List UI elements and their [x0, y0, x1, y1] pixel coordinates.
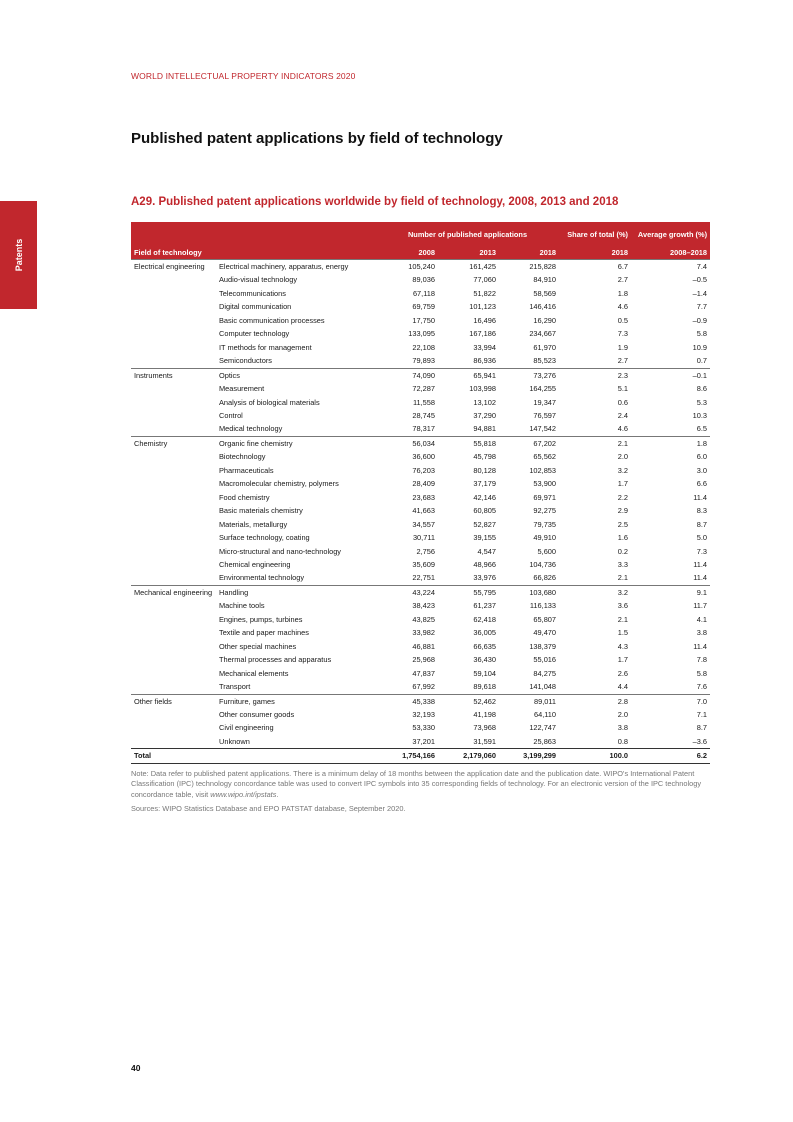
- value-2018: 65,562: [533, 452, 557, 462]
- header-growth-period: 2008–2018: [631, 246, 710, 260]
- field-name: Pharmaceuticals: [219, 465, 274, 475]
- growth-2008-2018: 4.1: [696, 614, 708, 624]
- share-2018: 4.6: [617, 424, 629, 434]
- value-2008: 11,558: [412, 397, 435, 407]
- total-value-2018: 3,199,299: [499, 749, 559, 763]
- field-name: Control: [219, 410, 243, 420]
- table-row: [131, 260, 710, 274]
- share-2018: 2.8: [559, 694, 631, 708]
- section-tab: [0, 201, 37, 309]
- share-2018: 2.1: [559, 436, 631, 450]
- growth-2008-2018: 11.4: [693, 573, 708, 583]
- table-row: [131, 300, 710, 313]
- sources-text: Sources: WIPO Statistics Database and EPO PATSTAT database, September 2020.: [131, 803, 406, 813]
- value-2013: 103,998: [469, 384, 496, 394]
- value-2013: 167,186: [469, 329, 496, 339]
- growth-2008-2018: –0.1: [631, 368, 710, 382]
- share-2018: 4.3: [617, 641, 629, 651]
- growth-2008-2018: 0.7: [696, 356, 708, 366]
- field-name: Engines, pumps, turbines: [219, 614, 303, 624]
- value-2018: 67,202: [499, 436, 559, 450]
- value-2013: 51,822: [473, 288, 496, 298]
- share-2018: 2.3: [559, 368, 631, 382]
- growth-2008-2018: 9.1: [631, 585, 710, 599]
- value-2018: 16,290: [533, 315, 557, 325]
- field-name: Surface technology, coating: [219, 533, 310, 543]
- share-2018: 6.7: [559, 260, 631, 274]
- value-2008: 25,968: [412, 655, 435, 665]
- table-row: [131, 354, 710, 368]
- field-name: Digital communication: [219, 302, 292, 312]
- share-2018: 5.1: [617, 384, 629, 394]
- growth-2008-2018: 5.8: [696, 668, 708, 678]
- field-name: Macromolecular chemistry, polymers: [219, 479, 339, 489]
- share-2018: 2.2: [617, 492, 629, 502]
- growth-2008-2018: 11.4: [693, 641, 708, 651]
- group-label: Other fields: [131, 694, 216, 749]
- table-row: [131, 613, 710, 626]
- field-name: Basic communication processes: [219, 315, 325, 325]
- table-row: [131, 545, 710, 558]
- share-2018: 2.5: [617, 519, 629, 529]
- value-2013: 4,547: [477, 546, 496, 556]
- value-2018: 92,275: [533, 506, 557, 516]
- share-2018: 2.6: [617, 668, 629, 678]
- share-2018: 3.3: [617, 559, 629, 569]
- growth-2008-2018: 5.3: [696, 397, 708, 407]
- value-2008: 35,609: [412, 559, 435, 569]
- value-2008: 47,837: [412, 668, 435, 678]
- value-2018: 55,016: [533, 655, 557, 665]
- share-2018: 1.7: [617, 655, 629, 665]
- header-share-group: Share of total (%): [559, 222, 631, 246]
- value-2013: 39,155: [473, 533, 496, 543]
- growth-2008-2018: 11.7: [693, 601, 708, 611]
- field-name: Computer technology: [219, 329, 290, 339]
- table-row: [131, 694, 710, 708]
- value-2008: 67,118: [412, 288, 435, 298]
- table-row: [131, 735, 710, 749]
- value-2013: 45,798: [473, 452, 496, 462]
- note-main: Note: Data refer to published patent applications. There is a minimum delay of 18 months between the application date and the publication date. WIPO's International Patent Classification (IPC) technology concordance table was used to convert IPC symbols into 35 corresponding fields of technology. For an electronic version of the IPC technology concordance table, visit: [131, 769, 702, 799]
- table-row: [131, 531, 710, 544]
- total-value-2008: 1,754,166: [376, 749, 438, 763]
- total-share-2018: 100.0: [559, 749, 631, 763]
- value-2008: 43,224: [376, 585, 438, 599]
- table-row: [131, 626, 710, 639]
- field-name: Thermal processes and apparatus: [219, 655, 332, 665]
- table-row: [131, 653, 710, 666]
- growth-2008-2018: 8.7: [696, 723, 708, 733]
- value-2018: 103,680: [499, 585, 559, 599]
- share-2018: 4.4: [617, 682, 629, 692]
- growth-2008-2018: –0.5: [692, 275, 708, 285]
- table-row: [131, 667, 710, 680]
- header-blank: [131, 222, 216, 246]
- table-row: [131, 504, 710, 517]
- header-year-2013: 2013: [438, 246, 499, 260]
- share-2018: 1.7: [617, 479, 629, 489]
- share-2018: 0.2: [617, 546, 629, 556]
- field-name: Analysis of biological materials: [219, 397, 320, 407]
- value-2008: 45,338: [376, 694, 438, 708]
- field-name: Telecommunications: [219, 288, 286, 298]
- value-2008: 37,201: [412, 736, 435, 746]
- value-2008: 43,825: [412, 614, 435, 624]
- growth-2008-2018: 7.1: [696, 709, 708, 719]
- table-row: [131, 680, 710, 694]
- share-2018: 0.8: [617, 736, 629, 746]
- note-text: [131, 769, 711, 800]
- value-2013: 55,818: [438, 436, 499, 450]
- field-name: Materials, metallurgy: [219, 519, 288, 529]
- field-name: Unknown: [219, 736, 250, 746]
- value-2018: 89,011: [499, 694, 559, 708]
- value-2018: 53,900: [533, 479, 557, 489]
- value-2008: 78,317: [412, 424, 435, 434]
- value-2018: 146,416: [529, 302, 557, 312]
- field-name: IT methods for management: [219, 342, 312, 352]
- page-title: Published patent applications by field of technology: [131, 130, 503, 147]
- table-row: [131, 396, 710, 409]
- table-row: [131, 314, 710, 327]
- value-2008: 53,330: [412, 723, 435, 733]
- value-2018: 69,971: [533, 492, 557, 502]
- share-2018: 2.9: [617, 506, 629, 516]
- table-row: [131, 422, 710, 436]
- note-end: .: [276, 789, 279, 799]
- value-2013: 61,237: [473, 601, 496, 611]
- field-name: Transport: [219, 682, 251, 692]
- header-share-year: 2018: [559, 246, 631, 260]
- group-label: Instruments: [131, 368, 216, 436]
- value-2008: 38,423: [412, 601, 435, 611]
- value-2013: 73,968: [473, 723, 496, 733]
- value-2008: 69,759: [412, 302, 435, 312]
- section-tab-label: Patents: [13, 238, 24, 272]
- group-label: Electrical engineering: [131, 260, 216, 369]
- value-2018: 65,807: [533, 614, 557, 624]
- growth-2008-2018: 5.0: [696, 533, 708, 543]
- value-2018: 25,863: [533, 736, 557, 746]
- growth-2008-2018: 8.6: [696, 384, 708, 394]
- field-name: Chemical engineering: [219, 559, 291, 569]
- share-2018: 3.8: [617, 723, 629, 733]
- value-2013: 37,290: [473, 410, 496, 420]
- value-2008: 74,090: [376, 368, 438, 382]
- header-blank: [216, 222, 376, 246]
- value-2018: 104,736: [529, 559, 557, 569]
- value-2008: 33,982: [412, 628, 435, 638]
- value-2013: 80,128: [473, 465, 496, 475]
- field-name: Handling: [216, 585, 376, 599]
- value-2008: 23,683: [412, 492, 435, 502]
- table-row: [131, 518, 710, 531]
- value-2008: 133,095: [408, 329, 435, 339]
- value-2018: 147,542: [529, 424, 557, 434]
- field-name: Medical technology: [219, 424, 283, 434]
- table-row: [131, 640, 710, 653]
- value-2013: 37,179: [473, 479, 496, 489]
- table-row: [131, 382, 710, 395]
- value-2013: 161,425: [438, 260, 499, 274]
- table-header-row: [131, 246, 710, 260]
- growth-2008-2018: 7.3: [696, 546, 708, 556]
- table-row: [131, 721, 710, 734]
- table-row: [131, 341, 710, 354]
- table-header-row-top: [131, 222, 710, 246]
- field-name: Environmental technology: [219, 573, 305, 583]
- field-name: Civil engineering: [219, 723, 274, 733]
- value-2013: 13,102: [473, 397, 496, 407]
- field-name: Electrical machinery, apparatus, energy: [216, 260, 376, 274]
- value-2018: 138,379: [529, 641, 557, 651]
- value-2008: 105,240: [376, 260, 438, 274]
- share-2018: 2.4: [617, 410, 629, 420]
- field-name: Other consumer goods: [219, 709, 295, 719]
- value-2018: 102,853: [529, 465, 557, 475]
- field-name: Measurement: [219, 384, 265, 394]
- value-2008: 22,751: [412, 573, 435, 583]
- growth-2008-2018: 11.4: [693, 559, 708, 569]
- value-2013: 33,994: [473, 342, 496, 352]
- field-name: Food chemistry: [219, 492, 270, 502]
- share-2018: 1.5: [617, 628, 629, 638]
- field-name: Basic materials chemistry: [219, 506, 303, 516]
- value-2018: 5,600: [537, 546, 557, 556]
- header-field: Field of technology: [131, 246, 376, 260]
- field-name: Biotechnology: [219, 452, 266, 462]
- growth-2008-2018: 8.3: [696, 506, 708, 516]
- share-2018: 1.9: [617, 342, 629, 352]
- total-value-2013: 2,179,060: [438, 749, 499, 763]
- growth-2008-2018: 6.5: [696, 424, 708, 434]
- share-2018: 2.1: [617, 614, 629, 624]
- group-label: Mechanical engineering: [131, 585, 216, 694]
- value-2018: 85,523: [533, 356, 557, 366]
- value-2013: 77,060: [473, 275, 496, 285]
- growth-2008-2018: 7.8: [696, 655, 708, 665]
- value-2008: 17,750: [412, 315, 435, 325]
- field-name: Furniture, games: [216, 694, 376, 708]
- growth-2008-2018: 6.6: [696, 479, 708, 489]
- value-2018: 234,667: [529, 329, 557, 339]
- growth-2008-2018: 3.8: [696, 628, 708, 638]
- value-2008: 22,108: [412, 342, 435, 352]
- total-row: [131, 749, 710, 763]
- value-2008: 2,756: [416, 546, 435, 556]
- value-2018: 116,133: [529, 601, 557, 611]
- header-growth-group: Average growth (%): [631, 222, 710, 246]
- growth-2008-2018: –0.9: [692, 315, 708, 325]
- growth-2008-2018: 7.6: [696, 682, 708, 692]
- value-2008: 28,409: [412, 479, 435, 489]
- value-2013: 62,418: [473, 614, 496, 624]
- growth-2008-2018: 6.0: [696, 452, 708, 462]
- table-row: [131, 450, 710, 463]
- table-row: [131, 287, 710, 300]
- value-2008: 89,036: [412, 275, 435, 285]
- share-2018: 2.7: [617, 356, 629, 366]
- patent-applications-table: [131, 222, 710, 764]
- value-2018: 79,735: [533, 519, 557, 529]
- value-2018: 164,255: [529, 384, 557, 394]
- growth-2008-2018: 10.3: [692, 410, 708, 420]
- share-2018: 3.2: [617, 465, 629, 475]
- value-2018: 19,347: [533, 397, 557, 407]
- value-2013: 65,941: [438, 368, 499, 382]
- field-name: Organic fine chemistry: [216, 436, 376, 450]
- value-2013: 59,104: [473, 668, 496, 678]
- share-2018: 1.6: [617, 533, 629, 543]
- growth-2008-2018: 5.8: [696, 329, 708, 339]
- total-label: Total: [131, 749, 376, 763]
- value-2008: 30,711: [412, 533, 435, 543]
- value-2018: 141,048: [529, 682, 557, 692]
- growth-2008-2018: 1.8: [631, 436, 710, 450]
- share-2018: 7.3: [617, 329, 629, 339]
- value-2018: 122,747: [529, 723, 557, 733]
- header-year-2018: 2018: [499, 246, 559, 260]
- value-2008: 72,287: [412, 384, 435, 394]
- value-2018: 76,597: [533, 410, 557, 420]
- share-2018: 0.6: [617, 397, 629, 407]
- share-2018: 2.1: [617, 573, 629, 583]
- table-row: [131, 585, 710, 599]
- table-row: [131, 491, 710, 504]
- value-2008: 56,034: [376, 436, 438, 450]
- value-2013: 55,795: [438, 585, 499, 599]
- value-2013: 41,198: [473, 709, 496, 719]
- value-2013: 52,827: [473, 519, 496, 529]
- growth-2008-2018: 7.0: [631, 694, 710, 708]
- share-2018: 2.0: [617, 452, 629, 462]
- value-2008: 79,893: [412, 356, 435, 366]
- value-2018: 73,276: [499, 368, 559, 382]
- table-row: [131, 436, 710, 450]
- table-row: [131, 464, 710, 477]
- field-name: Micro-structural and nano-technology: [219, 546, 342, 556]
- value-2018: 61,970: [533, 342, 557, 352]
- share-2018: 3.6: [617, 601, 629, 611]
- share-2018: 3.2: [559, 585, 631, 599]
- share-2018: 2.0: [617, 709, 629, 719]
- ipstats-link[interactable]: www.wipo.int/ipstats: [210, 789, 277, 799]
- value-2013: 89,618: [473, 682, 496, 692]
- header-number-group: Number of published applications: [376, 222, 559, 246]
- value-2008: 76,203: [412, 465, 435, 475]
- value-2013: 52,462: [438, 694, 499, 708]
- value-2018: 49,910: [533, 533, 557, 543]
- table-notes: [131, 769, 711, 818]
- value-2013: 48,966: [473, 559, 496, 569]
- field-name: Other special machines: [219, 641, 297, 651]
- value-2008: 34,557: [412, 519, 435, 529]
- value-2013: 101,123: [469, 302, 496, 312]
- table-row: [131, 409, 710, 422]
- growth-2008-2018: 3.0: [696, 465, 708, 475]
- value-2013: 31,591: [473, 736, 496, 746]
- growth-2008-2018: 7.4: [631, 260, 710, 274]
- table-row: [131, 571, 710, 585]
- table-row: [131, 558, 710, 571]
- growth-2008-2018: –3.6: [692, 736, 708, 746]
- total-growth-2008-2018: 6.2: [631, 749, 710, 763]
- value-2018: 66,826: [533, 573, 557, 583]
- growth-2008-2018: –1.4: [692, 288, 708, 298]
- table-body: [131, 260, 710, 764]
- growth-2008-2018: 8.7: [696, 519, 708, 529]
- header-year-2008: 2008: [376, 246, 438, 260]
- table-row: [131, 327, 710, 340]
- value-2013: 94,881: [473, 424, 496, 434]
- value-2018: 84,275: [533, 668, 557, 678]
- field-name: Audio-visual technology: [219, 275, 298, 285]
- value-2013: 33,976: [473, 573, 496, 583]
- value-2013: 66,635: [473, 641, 496, 651]
- share-2018: 1.8: [617, 288, 629, 298]
- value-2008: 28,745: [412, 410, 435, 420]
- value-2018: 64,110: [533, 709, 557, 719]
- value-2013: 16,496: [473, 315, 496, 325]
- growth-2008-2018: 11.4: [693, 492, 708, 502]
- growth-2008-2018: 7.7: [696, 302, 708, 312]
- value-2018: 84,910: [533, 275, 557, 285]
- table-row: [131, 599, 710, 612]
- patent-table-container: [131, 222, 710, 764]
- value-2018: 49,470: [533, 628, 557, 638]
- table-row: [131, 273, 710, 286]
- growth-2008-2018: 10.9: [692, 342, 708, 352]
- table-row: [131, 477, 710, 490]
- value-2008: 67,992: [412, 682, 435, 692]
- group-label: Chemistry: [131, 436, 216, 585]
- value-2013: 86,936: [473, 356, 496, 366]
- value-2008: 32,193: [412, 709, 435, 719]
- field-name: Optics: [216, 368, 376, 382]
- value-2008: 41,663: [412, 506, 435, 516]
- page-number: 40: [131, 1063, 141, 1073]
- value-2013: 42,146: [473, 492, 496, 502]
- table-row: [131, 368, 710, 382]
- value-2013: 60,805: [473, 506, 496, 516]
- value-2013: 36,005: [473, 628, 496, 638]
- field-name: Semiconductors: [219, 356, 272, 366]
- value-2018: 58,569: [533, 288, 557, 298]
- field-name: Mechanical elements: [219, 668, 289, 678]
- value-2008: 36,600: [412, 452, 435, 462]
- field-name: Textile and paper machines: [219, 628, 309, 638]
- table-row: [131, 708, 710, 721]
- field-name: Machine tools: [219, 601, 265, 611]
- share-2018: 0.5: [617, 315, 629, 325]
- value-2013: 36,430: [473, 655, 496, 665]
- share-2018: 2.7: [617, 275, 629, 285]
- share-2018: 4.6: [617, 302, 629, 312]
- running-head: WORLD INTELLECTUAL PROPERTY INDICATORS 2020: [131, 71, 356, 81]
- table-title: A29. Published patent applications worldwide by field of technology, 2008, 2013 and 2018: [131, 196, 619, 208]
- value-2018: 215,828: [499, 260, 559, 274]
- value-2008: 46,881: [412, 641, 435, 651]
